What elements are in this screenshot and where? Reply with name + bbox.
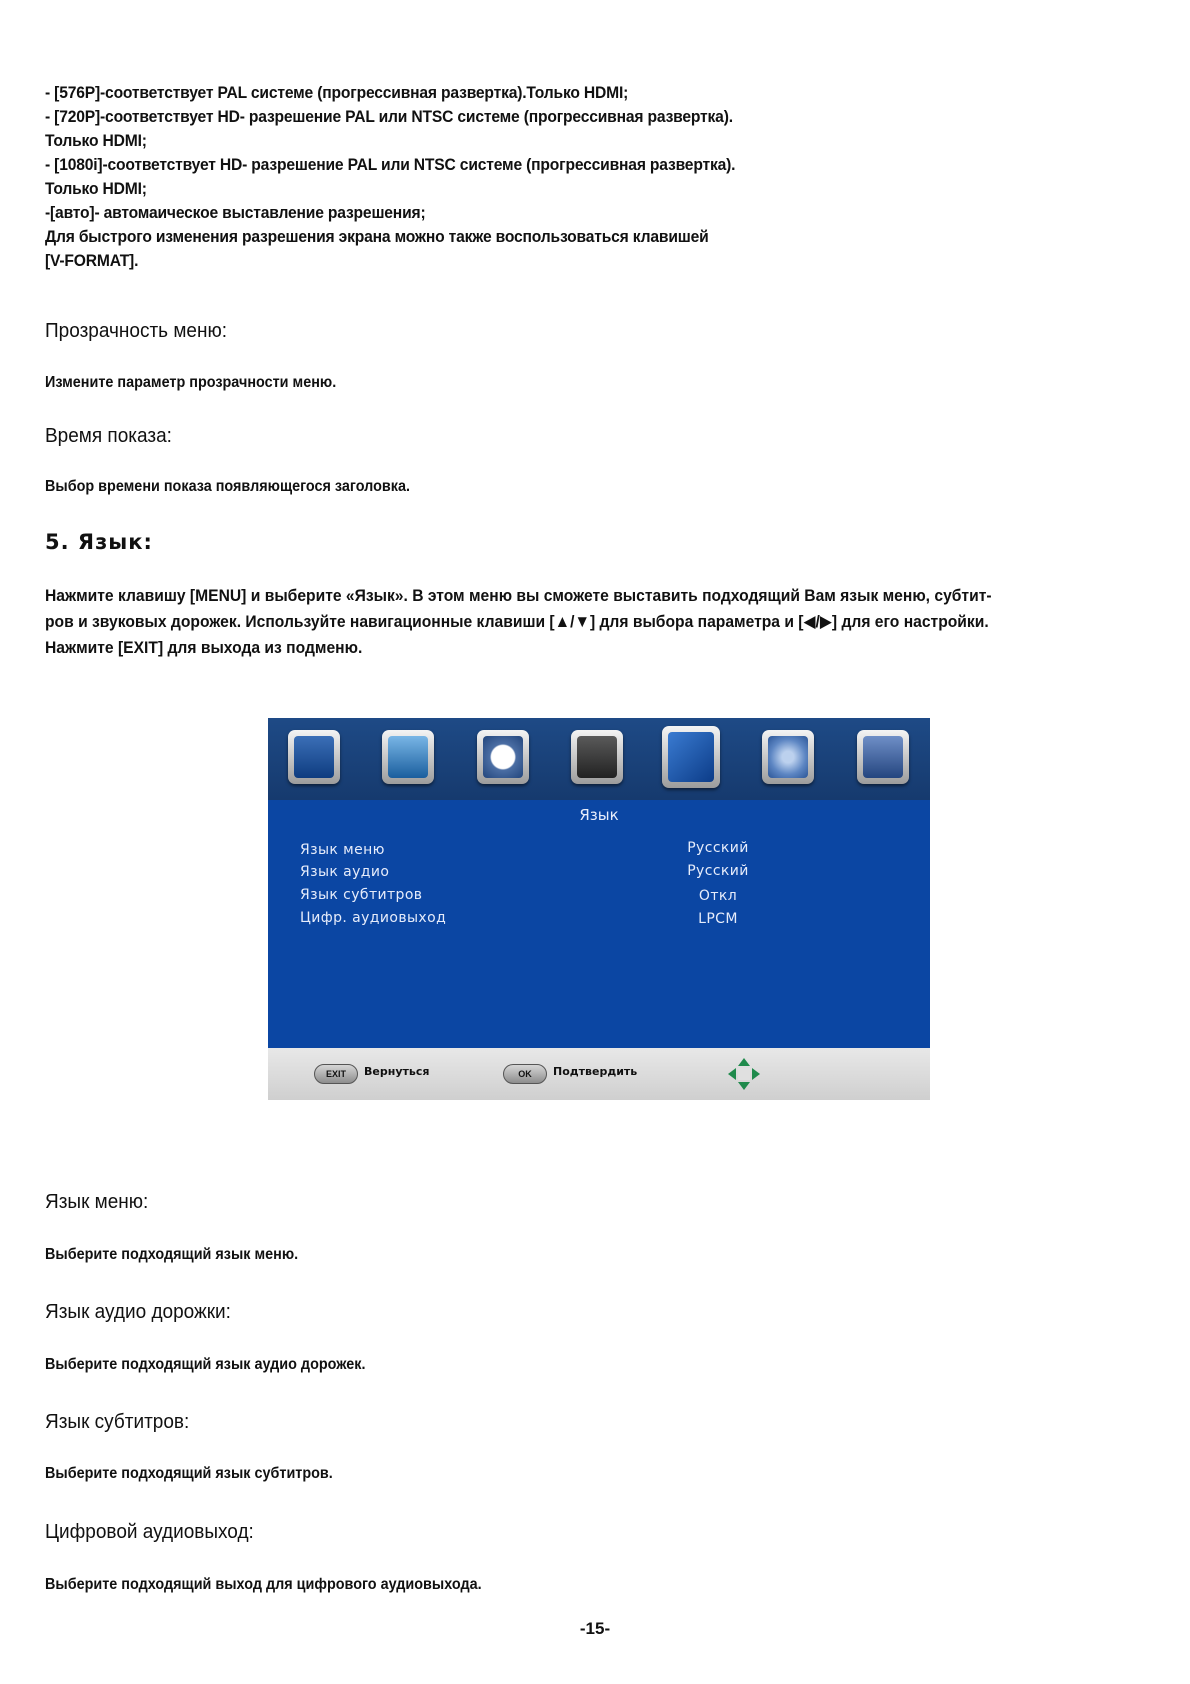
clock-icon[interactable] <box>477 730 529 784</box>
option-heading: Язык меню: <box>45 1191 149 1213</box>
menu-language-label[interactable]: Язык меню <box>300 842 385 858</box>
intro-line: -[авто]- автомаическое выставление разрешения; <box>45 203 426 222</box>
ok-label: Подтвердить <box>553 1065 638 1078</box>
menu-icon-bar <box>268 718 930 800</box>
audio-language-value[interactable]: Русский <box>687 863 749 879</box>
subtitle-language-value[interactable]: Откл <box>698 888 738 904</box>
menu-language-value[interactable]: Русский <box>687 840 749 856</box>
section-title: 5. Язык: <box>45 530 153 554</box>
section-para-line: Нажмите [EXIT] для выхода из подменю. <box>45 638 363 657</box>
navigation-arrows-icon <box>726 1056 762 1092</box>
intro-line: [V-FORMAT]. <box>45 251 139 270</box>
intro-line: - [576P]-соответствует PAL системе (прогрессивная развертка).Только HDMI; <box>45 83 629 102</box>
system-icon[interactable] <box>288 730 340 784</box>
panel-title: Язык <box>579 806 619 824</box>
intro-line: Для быстрого изменения разрешения экрана можно также воспользоваться клавишей <box>45 227 709 246</box>
transparency-heading: Прозрачность меню: <box>45 320 227 342</box>
intro-line: Только HDMI; <box>45 179 147 198</box>
intro-line: - [1080i]-соответствует HD- разрешение PAL или NTSC системе (прогрессивная развертка). <box>45 155 736 174</box>
option-heading: Язык аудио дорожки: <box>45 1301 231 1323</box>
ok-key[interactable]: OK <box>503 1064 547 1084</box>
picture-icon[interactable] <box>382 730 434 784</box>
language-panel <box>268 800 930 1048</box>
digital-audio-out-label[interactable]: Цифр. аудиовыход <box>300 910 447 926</box>
language-icon[interactable] <box>662 726 720 788</box>
section-para-line: ров и звуковых дорожек. Используйте навигационные клавиши [▲/▼] для выбора параметра и [◀/▶] для его настройки. <box>45 612 989 631</box>
section-para-line: Нажмите клавишу [MENU] и выберите «Язык». В этом меню вы сможете выставить подходящий Вам язык меню, субтит- <box>45 586 992 605</box>
exit-key[interactable]: EXIT <box>314 1064 358 1084</box>
display-time-desc: Выбор времени показа появляющегося заголовка. <box>45 478 410 495</box>
option-desc: Выберите подходящий язык субтитров. <box>45 1465 333 1482</box>
settings-icon[interactable] <box>762 730 814 784</box>
intro-line: - [720P]-соответствует HD- разрешение PAL или NTSC системе (прогрессивная развертка). <box>45 107 733 126</box>
subtitle-language-label[interactable]: Язык субтитров <box>300 887 423 903</box>
intro-line: Только HDMI; <box>45 131 147 150</box>
page-number: -15- <box>579 1619 611 1638</box>
usb-icon[interactable] <box>857 730 909 784</box>
display-time-heading: Время показа: <box>45 425 172 447</box>
option-desc: Выберите подходящий язык меню. <box>45 1246 299 1263</box>
audio-language-label[interactable]: Язык аудио <box>300 864 390 880</box>
digital-audio-out-value[interactable]: LPCM <box>698 911 738 927</box>
tv-menu-screen <box>268 718 930 1100</box>
menu-footer <box>268 1048 930 1100</box>
transparency-desc: Измените параметр прозрачности меню. <box>45 374 337 391</box>
tv-icon[interactable] <box>571 730 623 784</box>
option-desc: Выберите подходящий выход для цифрового аудиовыхода. <box>45 1576 482 1593</box>
exit-label: Вернуться <box>364 1065 430 1078</box>
option-heading: Цифровой аудиовыход: <box>45 1521 254 1543</box>
option-desc: Выберите подходящий язык аудио дорожек. <box>45 1356 366 1373</box>
option-heading: Язык субтитров: <box>45 1411 190 1433</box>
